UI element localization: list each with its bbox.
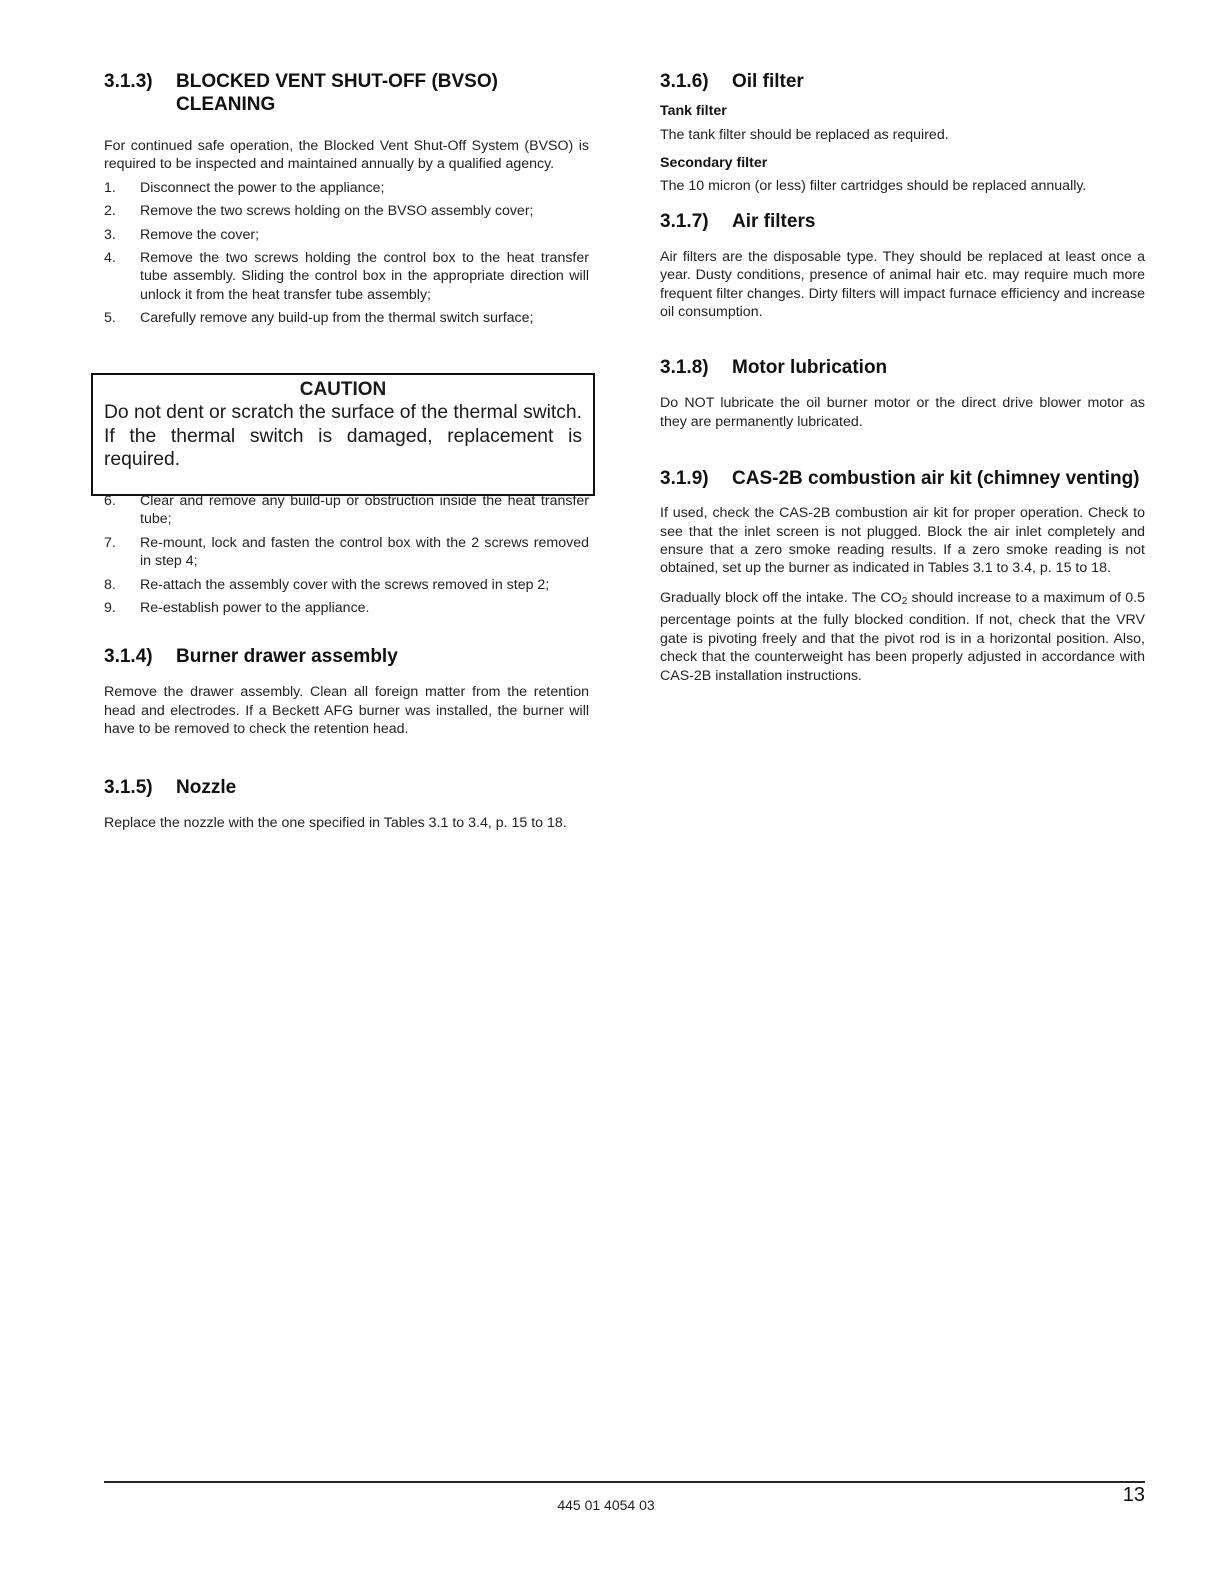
section-number: 3.1.6) [660, 71, 709, 92]
section-title: Burner drawer assembly [176, 646, 398, 668]
burner-drawer-text: Remove the drawer assembly. Clean all foreign matter from the retention head and electrodes. If a Beckett AFG burner was installed, the burner will have to be removed to check the retention head. [104, 684, 589, 738]
step-number: 7. [104, 534, 116, 551]
co2-subscript: 2 [901, 595, 908, 607]
list-item [104, 179, 589, 197]
bvso-intro: For continued safe operation, the Blocked Vent Shut-Off System (BVSO) is required to be inspected and maintained annually by a qualified agency. [104, 138, 589, 173]
section-number: 3.1.9) [660, 468, 709, 490]
left-column [104, 70, 589, 333]
section-number: 3.1.7) [660, 210, 709, 232]
list-item [104, 599, 589, 617]
motor-lubrication-text: Do NOT lubricate the oil burner motor or the direct drive blower motor as they are permanently lubricated. [660, 395, 1145, 430]
section-heading [660, 210, 1145, 233]
section-title: CAS-2B combustion air kit (chimney venting) [732, 468, 1140, 490]
secondary-filter-heading: Secondary filter [660, 155, 768, 172]
footer-rule [104, 1481, 1145, 1483]
step-text: Re-establish power to the appliance. [140, 600, 370, 617]
list-item [104, 226, 589, 244]
section-number: 3.1.5) [104, 776, 153, 798]
section-3-1-9 [660, 467, 1145, 685]
list-item [104, 202, 589, 220]
section-heading [660, 467, 1145, 490]
page-number: 13 [1122, 1484, 1145, 1506]
cas2b-text-2-start: Gradually block off the intake. The CO [660, 589, 902, 606]
nozzle-text: Replace the nozzle with the one specified in Tables 3.1 to 3.4, p. 15 to 18. [104, 814, 567, 831]
step-number: 2. [104, 203, 116, 220]
right-column [660, 70, 1145, 685]
section-heading [104, 645, 589, 668]
section-heading [660, 70, 1145, 93]
step-text: Re-mount, lock and fasten the control box with the 2 screws removed in step 4; [140, 534, 589, 570]
list-item [104, 249, 589, 304]
caution-heading: CAUTION [299, 379, 387, 400]
list-item [104, 492, 589, 529]
list-item [104, 534, 589, 571]
step-number: 8. [104, 576, 116, 593]
air-filters-text: Air filters are the disposable type. They should be replaced at least once a year. Dusty conditions, presence of animal hair etc. may require much more frequent filter changes. Dirty filters will impact furnace efficiency and increase oil consumption. [660, 248, 1145, 321]
tank-filter-heading: Tank filter [660, 103, 727, 119]
step-text: Carefully remove any build-up from the thermal switch surface; [140, 310, 534, 327]
step-text: Remove the cover; [140, 226, 260, 243]
section-title: Nozzle [176, 776, 237, 798]
step-number: 3. [104, 226, 116, 243]
section-heading [104, 776, 589, 799]
document-number: 445 01 4054 03 [557, 1497, 655, 1513]
section-title: BLOCKED VENT SHUT-OFF (BVSO) CLEANING [176, 71, 498, 115]
section-heading [660, 356, 1145, 379]
step-number: 1. [104, 179, 116, 196]
caution-text: Do not dent or scratch the surface of the thermal switch. If the thermal switch is damaged, replacement is required. [104, 402, 582, 470]
list-item [104, 309, 589, 327]
cas2b-text-2-end: should increase to a maximum of 0.5 percentage points at the fully blocked condition. If not, check that the VRV gate is pivoting freely and that the pivot rod is in a horizontal position. Also, check that the counterweight has been properly adjusted in accordance with CAS-2B installation instructions. [660, 589, 1145, 684]
step-number: 4. [104, 250, 116, 267]
cas2b-text-1: If used, check the CAS-2B combustion air kit for proper operation. Check to see that the inlet screen is not plugged. Block the air inlet completely and ensure that a zero smoke reading results. If a zero smoke reading is not obtained, set up the burner as indicated in Tables 3.1 to 3.4, p. 15 to 18. [660, 505, 1145, 577]
section-3-1-6 [660, 70, 1145, 196]
tank-filter-text: The tank filter should be replaced as required. [660, 127, 949, 143]
step-number: 9. [104, 600, 116, 617]
section-heading [104, 70, 589, 116]
bvso-steps-part-2 [104, 492, 589, 617]
step-text: Remove the two screws holding on the BVSO assembly cover; [140, 203, 534, 220]
step-text: Re-attach the assembly cover with the screws removed in step 2; [140, 576, 550, 593]
step-text: Clear and remove any build-up or obstruction inside the heat transfer tube; [140, 493, 589, 528]
section-title: Air filters [732, 210, 816, 232]
bvso-steps-part-1 [104, 179, 589, 328]
step-text: Disconnect the power to the appliance; [140, 179, 385, 196]
caution-box [91, 373, 595, 496]
section-title: Oil filter [732, 71, 804, 92]
section-title: Motor lubrication [732, 357, 888, 379]
section-3-1-8 [660, 356, 1145, 431]
section-3-1-4 [104, 645, 589, 738]
step-text: Remove the two screws holding the control box to the heat transfer tube assembly. Sliding the control box in the appropriate direction will unlock it from the heat transfer tube assembly; [140, 250, 589, 303]
section-number: 3.1.8) [660, 357, 709, 379]
left-column-lower [104, 492, 589, 832]
section-number: 3.1.4) [104, 646, 153, 668]
section-number: 3.1.3) [104, 71, 153, 92]
section-3-1-7 [660, 210, 1145, 322]
list-item [104, 576, 589, 594]
step-number: 6. [104, 493, 116, 509]
cas2b-text-2 [660, 589, 1145, 685]
secondary-filter-text: The 10 micron (or less) filter cartridges should be replaced annually. [660, 178, 1087, 195]
section-3-1-5 [104, 776, 589, 832]
step-number: 5. [104, 310, 116, 327]
section-3-1-3 [104, 70, 589, 328]
